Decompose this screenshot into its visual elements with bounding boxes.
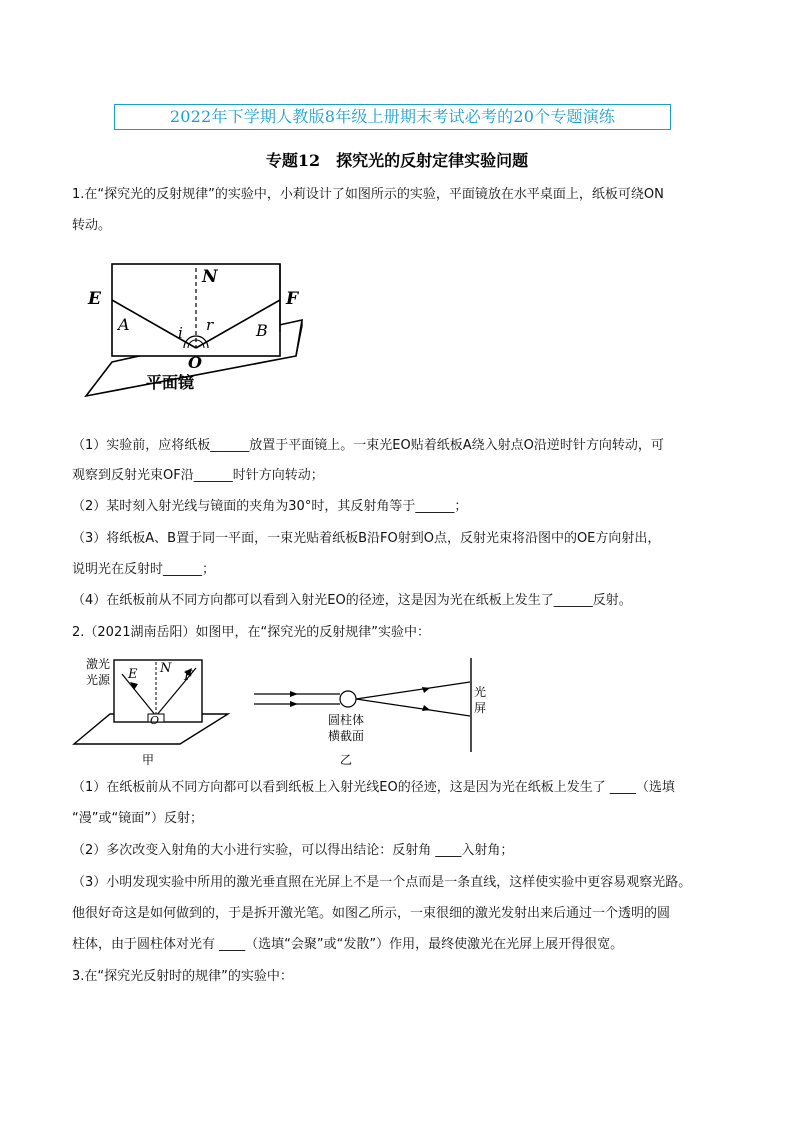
q1-item1-line2: 观察到反射光束OF沿______时针方向转动； — [72, 468, 324, 483]
q1-item4: （4）在纸板前从不同方向都可以看到入射光EO的径迹，这是因为光在纸板上发生了______反射。 — [72, 593, 632, 608]
jia-label-F: F — [184, 669, 194, 684]
topic-title: 专题12 探究光的反射定律实验问题 — [265, 151, 529, 170]
q1-reflection-apparatus-figure — [84, 258, 304, 398]
q2-item1-line2: “漫”或“镜面”）反射； — [72, 811, 203, 826]
label-r: r — [206, 316, 214, 334]
screen-label-1: 光 — [474, 685, 487, 699]
q1-item2: （2）某时刻入射光线与镜面的夹角为30°时，其反射角等于______； — [72, 499, 468, 514]
q1-item3-line2: 说明光在反射时______； — [72, 562, 216, 577]
jia-label-O: O — [150, 714, 160, 727]
label-A: A — [118, 315, 130, 334]
q1-item3-line1: （3）将纸板A、B置于同一平面，一束光贴着纸板B沿FO射到O点，反射光束将沿图中的OE方向射出， — [72, 531, 661, 546]
q1-item1-line1: （1）实验前，应将纸板______放置于平面镜上。一束光EO贴着纸板A绕入射点O沿逆时针方向转动，可 — [72, 438, 664, 453]
figure-jia — [74, 656, 228, 767]
label-N: N — [202, 267, 218, 287]
label-O: O — [188, 353, 202, 372]
label-F: F — [286, 289, 299, 309]
q2-figures — [72, 652, 512, 772]
laser-label-2: 光源 — [86, 673, 111, 687]
q1-stem-line2: 转动。 — [72, 218, 112, 233]
figure-yi-caption: 乙 — [340, 753, 353, 767]
laser-label-1: 激光 — [86, 657, 111, 671]
jia-label-N: N — [160, 661, 172, 676]
q3-stem: 3.在“探究光反射时的规律”的实验中： — [72, 969, 293, 984]
cylinder-cross-section — [340, 691, 356, 707]
q1-stem-line1: 1.在“探究光的反射规律”的实验中，小莉设计了如图所示的实验，平面镜放在水平桌面上，纸板可绕ON — [72, 187, 664, 202]
screen-label-2: 屏 — [474, 701, 487, 715]
cylinder-label-1: 圆柱体 — [328, 713, 365, 727]
figure-yi — [254, 658, 486, 767]
label-mirror: 平面镜 — [146, 373, 195, 392]
q2-stem: 2.（2021湖南岳阳）如图甲，在“探究光的反射规律”实验中： — [72, 625, 430, 640]
q2-item1-line1: （1）在纸板前从不同方向都可以看到纸板上入射光线EO的径迹，这是因为光在纸板上发生了 ____（选填 — [72, 780, 675, 795]
q2-item3-line2: 他很好奇这是如何做到的，于是拆开激光笔。如图乙所示，一束很细的激光发射出来后通过一个透明的圆 — [72, 906, 671, 921]
label-E: E — [88, 289, 101, 309]
q2-item3-line1: （3）小明发现实验中所用的激光垂直照在光屏上不是一个点而是一条直线，这样使实验中更容易观察光路。 — [72, 875, 692, 890]
cylinder-label-2: 横截面 — [328, 729, 365, 743]
q2-item3-line3: 柱体，由于圆柱体对光有 ____（选填“会聚”或“发散”）作用，最终使激光在光屏上展开得很宽。 — [72, 937, 624, 952]
series-title-banner: 2022年下学期人教版8年级上册期末考试必考的20个专题演练 — [114, 104, 671, 130]
jia-label-E: E — [128, 667, 138, 682]
figure-jia-caption: 甲 — [142, 753, 155, 767]
label-B: B — [256, 321, 268, 340]
label-i: i — [178, 324, 183, 342]
q2-item2: （2）多次改变入射角的大小进行实验，可以得出结论：反射角 ____入射角； — [72, 843, 514, 858]
